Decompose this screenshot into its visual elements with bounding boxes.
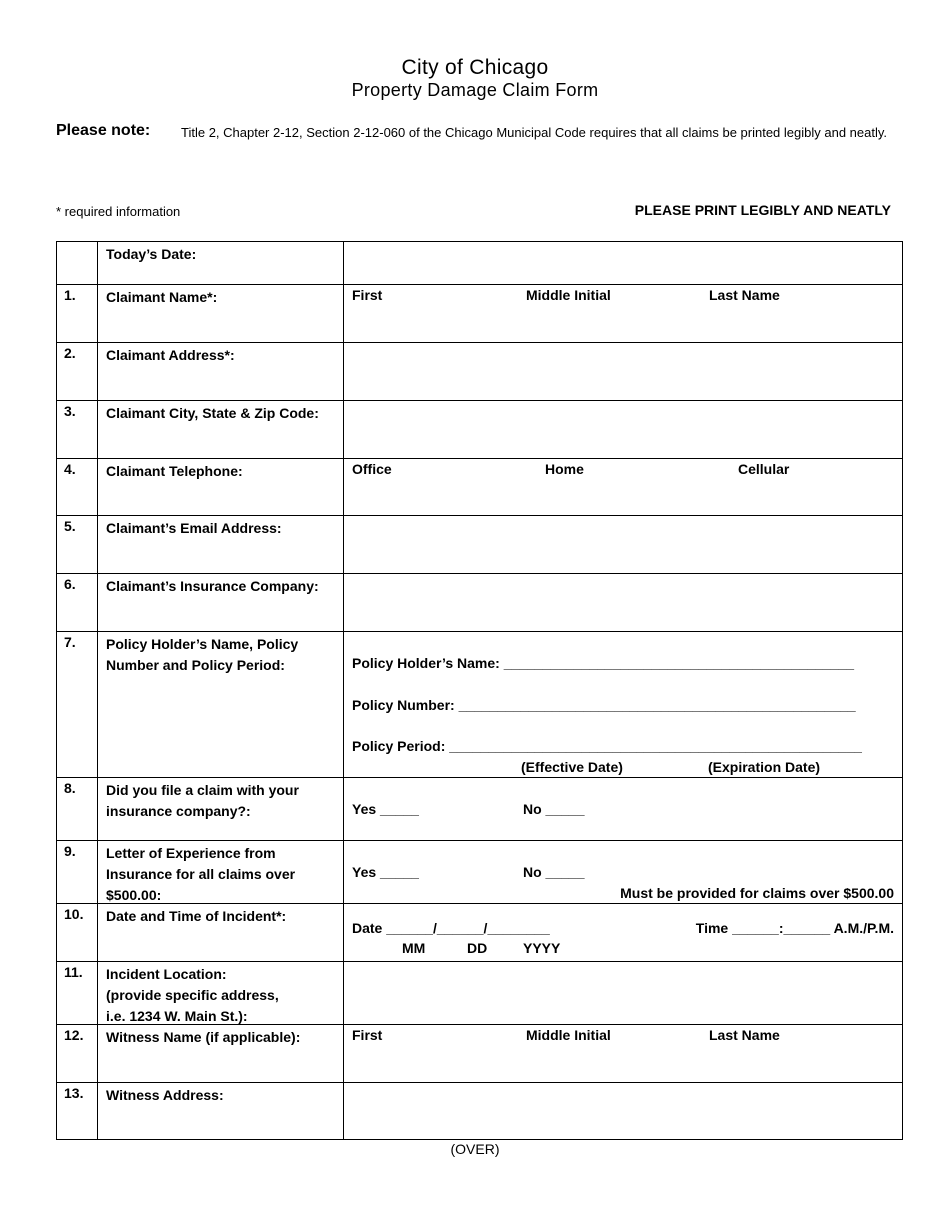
row-number-cell [57,632,98,778]
row-label-cell [98,459,344,516]
row-claimant-email [57,516,903,574]
row-claimant-name [57,285,903,343]
row-incident-location [57,962,903,1025]
row-number-cell [57,962,98,1025]
row-label-cell [98,904,344,962]
row-claimant-address [57,343,903,401]
label-line: Did you file a claim with your [106,782,299,798]
row-number: 3. [64,403,76,419]
row-number: 5. [64,518,76,534]
label-line: Policy Holder’s Name, Policy [106,636,299,652]
row-number: 12. [64,1027,84,1043]
label-line: Number and Policy Period: [106,657,285,673]
letter-experience-no[interactable]: No _____ [523,864,585,880]
year-caption: YYYY [523,940,561,956]
todays-date-label: Today’s Date: [106,246,197,262]
claimant-address-field[interactable] [344,343,903,401]
policy-holder-field[interactable] [344,632,903,778]
row-label-cell [98,841,344,904]
row-todays-date [57,242,903,285]
row-number-cell [57,574,98,632]
row-number-cell [57,516,98,574]
row-number-cell [57,778,98,841]
row-label-cell [98,632,344,778]
row-policy-holder [57,632,903,778]
label-line: Letter of Experience from [106,845,276,861]
row-number: 4. [64,461,76,477]
row-claimant-insurance [57,574,903,632]
claimant-city-state-zip-field[interactable] [344,401,903,459]
row-number: 2. [64,345,76,361]
home-phone-caption: Home [545,461,584,477]
policy-number-line[interactable]: Policy Number: ___________________________________________________ [352,697,856,713]
row-number-cell [57,401,98,459]
last-name-caption: Last Name [709,287,780,303]
row-number: 6. [64,576,76,592]
label-line: Insurance for all claims over [106,866,296,882]
form-title: City of Chicago [401,56,549,79]
row-number: 1. [64,287,76,303]
date-time-incident-field [344,904,903,962]
note-label: Please note: [56,122,151,139]
row-witness-address [57,1083,903,1140]
filed-claim-field [344,778,903,841]
claimant-telephone-label: Claimant Telephone: [106,463,243,479]
claimant-insurance-label: Claimant’s Insurance Company: [106,578,319,594]
policy-holder-name-line[interactable]: Policy Holder’s Name: _____________________________________________ [352,655,855,671]
must-provide-note: Must be provided for claims over $500.00 [620,885,894,901]
incident-location-field[interactable] [344,962,903,1025]
row-letter-of-experience [57,841,903,904]
filed-claim-label [106,780,342,822]
label-line: i.e. 1234 W. Main St.): [106,1008,248,1024]
filed-claim-no[interactable]: No _____ [523,801,585,817]
claim-form-table [56,241,903,1140]
witness-name-field[interactable] [344,1025,903,1083]
row-label-cell [98,343,344,401]
middle-initial-caption: Middle Initial [526,287,611,303]
row-number-cell [57,459,98,516]
row-claimant-city-state-zip [57,401,903,459]
row-label-cell [98,1083,344,1140]
row-number: 8. [64,780,76,796]
row-label-cell [98,401,344,459]
claimant-city-state-zip-label: Claimant City, State & Zip Code: [106,405,319,421]
row-label-cell [98,516,344,574]
date-time-incident-label: Date and Time of Incident*: [106,908,287,924]
row-number-cell [57,285,98,343]
row-number-cell [57,1083,98,1140]
witness-first-caption: First [352,1027,383,1043]
row-number: 10. [64,906,84,922]
claimant-address-label: Claimant Address*: [106,347,235,363]
filed-claim-yes[interactable]: Yes _____ [352,801,419,817]
row-label-cell [98,285,344,343]
label-line: (provide specific address, [106,987,279,1003]
claimant-telephone-field[interactable] [344,459,903,516]
row-number-cell [57,904,98,962]
label-line: insurance company?: [106,803,251,819]
effective-date-caption: (Effective Date) [521,759,623,775]
expiration-date-caption: (Expiration Date) [708,759,821,775]
row-number-cell [57,343,98,401]
row-number-cell [57,242,98,285]
row-label-cell [98,574,344,632]
letter-experience-yes[interactable]: Yes _____ [352,864,419,880]
letter-of-experience-label [106,843,342,906]
claimant-insurance-field[interactable] [344,574,903,632]
row-label-cell [98,242,344,285]
incident-time-line[interactable]: Time ______:______ A.M./P.M. [695,920,894,936]
incident-date-line[interactable]: Date ______/______/________ [352,920,550,936]
row-number-cell [57,841,98,904]
row-date-time-incident [57,904,903,962]
row-label-cell [98,962,344,1025]
cellular-phone-caption: Cellular [738,461,790,477]
row-number: 13. [64,1085,84,1101]
print-legibly-notice: PLEASE PRINT LEGIBLY AND NEATLY [634,202,891,218]
letter-of-experience-field [344,841,903,904]
row-label-cell [98,778,344,841]
row-witness-name [57,1025,903,1083]
row-number: 7. [64,634,76,650]
claimant-email-field[interactable] [344,516,903,574]
todays-date-field[interactable] [344,242,903,285]
first-name-caption: First [352,287,383,303]
row-number-cell [57,1025,98,1083]
note-text: Title 2, Chapter 2-12, Section 2-12-060 of the Chicago Municipal Code requires that all claims be printed legibly and neatly. [181,125,888,140]
form-subtitle: Property Damage Claim Form [351,80,599,100]
claimant-name-field[interactable] [344,285,903,343]
month-caption: MM [402,940,426,956]
claimant-name-label: Claimant Name*: [106,289,218,305]
row-number: 9. [64,843,76,859]
policy-holder-label [106,634,342,676]
label-line: Incident Location: [106,966,227,982]
witness-name-label: Witness Name (if applicable): [106,1029,301,1045]
row-claimant-telephone [57,459,903,516]
witness-address-field[interactable] [344,1083,903,1140]
label-line: $500.00: [106,887,162,903]
claimant-email-label: Claimant’s Email Address: [106,520,282,536]
incident-location-label [106,964,342,1027]
witness-last-caption: Last Name [709,1027,780,1043]
required-info-note: * required information [56,204,181,219]
over-page-note: (OVER) [450,1141,500,1157]
row-label-cell [98,1025,344,1083]
office-phone-caption: Office [352,461,392,477]
witness-middle-caption: Middle Initial [526,1027,611,1043]
row-number: 11. [64,964,83,980]
row-filed-claim [57,778,903,841]
policy-period-line[interactable]: Policy Period: _____________________________________________________ [352,738,862,754]
witness-address-label: Witness Address: [106,1087,224,1103]
day-caption: DD [467,940,488,956]
